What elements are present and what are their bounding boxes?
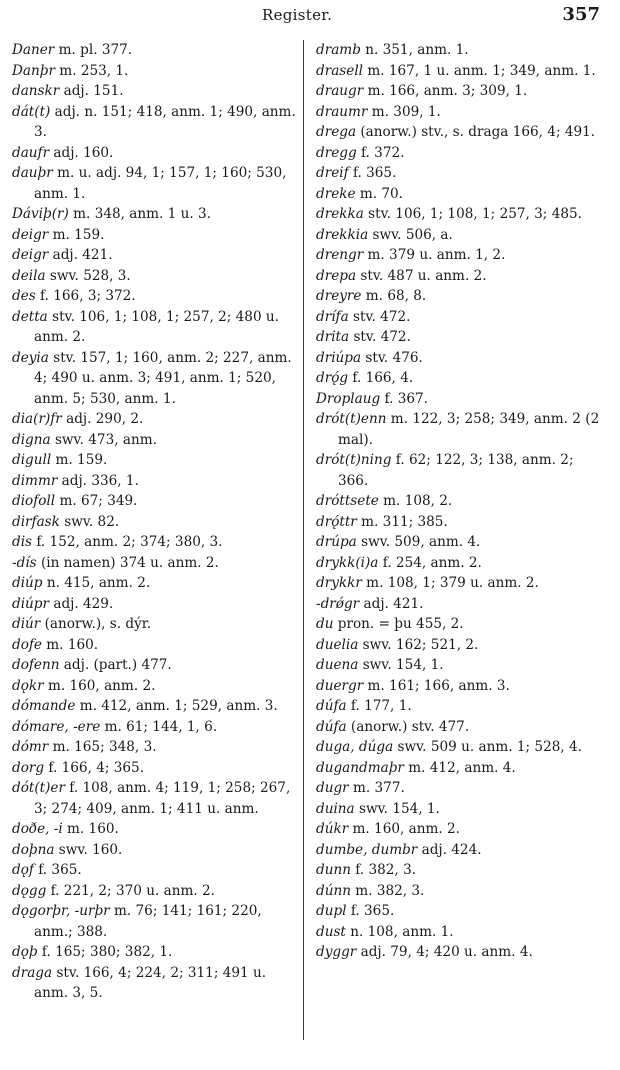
entry-headword: dugr [316,780,349,796]
entry-references: m. 160, anm. 2. [43,677,156,694]
entry-headword: diúp [12,575,43,591]
entry-references: adj. n. 151; 418, anm. 1; 490, anm. 3. [34,103,296,140]
entry-headword: daufr [12,144,50,161]
index-entry [316,594,608,615]
entry-headword: draugr [316,83,364,99]
index-entry [316,655,608,676]
index-entry [316,143,608,164]
entry-headword: drekkia [316,226,369,243]
entry-headword: diúpr [12,595,50,612]
index-entry [12,778,296,819]
index-entry [12,819,296,840]
entry-references: m. 382, 3. [350,882,425,899]
index-entry [12,143,296,164]
entry-headword: duelia [316,636,359,653]
entry-headword: dúnn [316,882,351,899]
entry-headword: drekka [316,206,364,222]
entry-references: stv. 476. [361,349,423,366]
index-entry [316,266,608,287]
entry-headword: dunn [316,862,351,878]
entry-headword: Droplaug [316,390,381,407]
entry-headword: Daner [12,42,55,58]
entry-references: stv. 106, 1; 108, 1; 257, 3; 485. [363,206,582,222]
index-entry [316,409,608,450]
entry-headword: drǫ́g [316,370,349,386]
left-column [12,40,296,1004]
entry-headword: duga, dúga [316,739,394,755]
entry-references: m. 379 u. anm. 1, 2. [363,247,506,263]
entry-headword: dirfask [12,513,60,530]
entry-references: f. 254, anm. 2. [378,554,482,571]
entry-headword: drita [316,329,350,345]
entry-headword: drífa [316,308,349,325]
entry-references: m. u. adj. 94, 1; 157, 1; 160; 530, anm. 1. [34,165,287,202]
entry-headword: duina [316,800,355,817]
index-entry [12,40,296,61]
entry-headword: diofoll [12,493,56,509]
index-entry [12,532,296,553]
entry-headword: drǫ́ttr [316,513,357,530]
entry-headword: Danþr [12,62,55,79]
entry-headword: des [12,288,36,304]
index-entry [12,635,296,656]
index-entry [12,512,296,533]
entry-references: n. 415, anm. 2. [42,575,151,591]
index-entry [12,348,296,410]
entry-references: (anorw.) stv. 477. [346,718,470,735]
index-entry [12,901,296,942]
entry-headword: danskr [12,83,60,99]
entry-headword: dust [316,923,346,940]
entry-references: m. 160. [62,821,119,837]
entry-references: m. 412, anm. 4. [403,759,516,776]
entry-headword: dreke [316,185,356,202]
index-entry [12,655,296,676]
entry-headword: diúr [12,616,41,632]
index-entry [12,450,296,471]
index-entry [12,737,296,758]
entry-headword: dreyre [316,288,362,304]
entry-references: stv. 166, 4; 224, 2; 311; 491 u. anm. 3, 5. [34,964,267,1001]
entry-references: (anorw.) stv., s. draga 166, 4; 491. [356,124,596,140]
entry-references: adj. 290, 2. [61,411,144,427]
entry-headword: dót(t)er [12,780,65,796]
entry-references: m. 377. [348,780,405,796]
index-entry [12,614,296,635]
index-entry [12,758,296,779]
entry-references: f. 165; 380; 382, 1. [37,944,173,960]
entry-headword: drykk(i)a [316,554,379,571]
index-entry [316,163,608,184]
index-entry [12,491,296,512]
index-entry [12,573,296,594]
entry-references: m. 311; 385. [356,513,448,530]
index-entry [12,430,296,451]
entry-references: f. 365. [348,165,397,181]
entry-references: m. 253, 1. [54,62,129,79]
index-entry [316,758,608,779]
index-entry [12,676,296,697]
index-entry [12,696,296,717]
entry-references: m. 165; 348, 3. [48,739,157,755]
entry-headword: doðe, -i [12,821,63,837]
index-entry [12,963,296,1004]
entry-headword: dregg [316,144,357,161]
entry-headword: dimmr [12,472,58,489]
entry-headword: detta [12,308,48,325]
entry-headword: dǫf [12,862,34,878]
entry-headword: doþna [12,841,55,858]
index-entry [12,102,296,143]
entry-headword: -dís [12,554,37,571]
entry-headword: dramb [316,42,361,58]
index-entry [316,307,608,328]
entry-headword: dorg [12,759,45,776]
entry-references: adj. 79, 4; 420 u. anm. 4. [356,944,533,960]
entry-references: m. 70. [355,185,404,202]
index-entry [12,286,296,307]
entry-references: f. 382, 3. [350,862,417,878]
index-entry [12,942,296,963]
index-entry [316,676,608,697]
entry-headword: dróttsete [316,493,379,509]
index-entry [316,553,608,574]
index-entry [316,532,608,553]
entry-headword: duena [316,657,359,673]
entry-references: swv. 509, anm. 4. [356,534,481,550]
entry-headword: drót(t)enn [316,411,387,427]
index-entry [316,327,608,348]
index-entry [316,819,608,840]
entry-references: (anorw.), s. dýr. [40,616,152,632]
index-entry [12,471,296,492]
entry-headword: drepa [316,267,357,284]
index-entry [12,553,296,574]
entry-headword: deyia [12,349,49,366]
entry-headword: dugandmaþr [316,759,404,776]
entry-headword: deigr [12,226,49,243]
index-entry [316,184,608,205]
index-entry [12,61,296,82]
running-title: Register. [262,6,333,24]
entry-references: f. 108, anm. 4; 119, 1; 258; 267, 3; 274; 409, anm. 1; 411 u. anm. [34,780,291,817]
entry-references: adj. 424. [417,841,482,858]
entry-references: m. 348, anm. 1 u. 3. [68,206,212,222]
entry-references: pron. = þu 455, 2. [333,616,464,632]
entry-references: adj. 160. [49,144,114,161]
index-entry [12,163,296,204]
entry-references: m. 76; 141; 161; 220, anm.; 388. [34,903,262,940]
index-entry [316,922,608,943]
index-entry [12,225,296,246]
entry-references: stv. 472. [348,308,411,325]
index-entry [12,81,296,102]
index-entry [316,491,608,512]
entry-references: adj. (part.) 477. [59,657,172,673]
entry-references: n. 108, anm. 1. [345,923,454,940]
index-entry [316,881,608,902]
index-entry [316,942,608,963]
entry-headword: duergr [316,677,364,694]
entry-headword: dreif [316,165,349,181]
index-entry [316,81,608,102]
right-column [316,40,608,963]
index-entry [316,122,608,143]
entry-references: m. 159. [48,226,105,243]
entry-references: stv. 472. [349,329,411,345]
index-entry [12,840,296,861]
entry-headword: dǫkr [12,677,44,694]
index-entry [316,737,608,758]
entry-headword: drega [316,124,357,140]
entry-headword: -drǿgr [316,595,360,612]
index-entry [316,635,608,656]
index-entry [12,594,296,615]
entry-references: m. 122, 3; 258; 349, anm. 2 (2 mal). [338,411,600,448]
entry-headword: draumr [316,103,368,120]
entry-headword: drengr [316,247,364,263]
entry-headword: dǫþ [12,944,38,960]
entry-headword: dúkr [316,821,349,837]
entry-references: n. 351, anm. 1. [360,42,469,58]
index-entry [12,717,296,738]
index-entry [316,368,608,389]
index-entry [12,881,296,902]
index-entry [12,266,296,287]
entry-references: swv. 473, anm. [50,431,157,448]
entry-headword: drasell [316,62,364,79]
entry-headword: dupl [316,903,347,919]
entry-headword: du [316,616,334,632]
entry-references: swv. 154, 1. [354,800,440,817]
index-entry [316,348,608,369]
index-entry [316,840,608,861]
entry-headword: dǫgorþr, -urþr [12,903,110,919]
index-entry [316,225,608,246]
entry-headword: dumbe, dumbr [316,841,418,858]
entry-references: f. 365. [33,862,82,878]
entry-headword: dúfa [316,718,347,735]
entry-references: m. pl. 377. [54,42,133,58]
entry-references: m. 61; 144, 1, 6. [100,718,218,735]
entry-references: f. 166, 4. [348,370,414,386]
entry-references: f. 365. [346,903,395,919]
entry-references: m. 412, anm. 1; 529, anm. 3. [75,698,278,714]
entry-headword: Dáviþ(r) [12,206,69,222]
index-entry [316,512,608,533]
entry-references: m. 161; 166, anm. 3. [363,677,510,694]
entry-headword: dia(r)fr [12,411,62,427]
index-entry [316,778,608,799]
entry-references: m. 108, 2. [378,493,453,509]
index-entry [316,696,608,717]
entry-headword: digna [12,431,51,448]
entry-headword: dómande [12,698,76,714]
index-entry [316,614,608,635]
index-entry [12,860,296,881]
entry-headword: digull [12,452,52,468]
index-entry [12,204,296,225]
entry-references: m. 160, anm. 2. [348,821,461,837]
entry-references: f. 152, anm. 2; 374; 380, 3. [32,534,223,550]
entry-headword: dát(t) [12,103,51,120]
entry-references: stv. 487 u. anm. 2. [356,267,487,284]
entry-references: stv. 157, 1; 160, anm. 2; 227, anm. 4; 490 u. anm. 3; 491, anm. 1; 520, anm. 5; 530, anm. 1. [34,349,292,407]
index-entry [12,245,296,266]
entry-references: swv. 160. [54,841,123,858]
entry-headword: dis [12,534,33,550]
entry-references: m. 159. [51,452,108,468]
entry-references: swv. 506, a. [368,226,453,243]
index-entry [316,573,608,594]
index-entry [316,102,608,123]
index-entry [12,307,296,348]
entry-references: adj. 421. [359,595,424,612]
entry-references: swv. 82. [59,513,120,530]
index-entry [316,204,608,225]
entry-references: adj. 336, 1. [57,472,139,489]
entry-references: f. 62; 122, 3; 138, anm. 2; 366. [338,452,574,489]
entry-references: swv. 509 u. anm. 1; 528, 4. [393,739,582,755]
entry-headword: driúpa [316,349,362,366]
index-entry [316,860,608,881]
entry-references: m. 67; 349. [55,493,138,509]
index-entry [316,389,608,410]
index-entry [316,286,608,307]
entry-headword: dauþr [12,165,53,181]
entry-references: m. 166, anm. 3; 309, 1. [363,83,528,99]
entry-references: swv. 162; 521, 2. [358,636,479,653]
index-entry [316,717,608,738]
entry-references: adj. 429. [49,595,114,612]
page-header [0,4,620,26]
entry-references: f. 372. [356,144,405,161]
entry-headword: dúfa [316,698,347,714]
entry-headword: dyggr [316,944,357,960]
entry-headword: dómare, -ere [12,718,101,735]
entry-headword: deigr [12,247,49,263]
index-entry [316,61,608,82]
entry-references: stv. 106, 1; 108, 1; 257, 2; 480 u. anm. 2. [34,308,280,345]
entry-references: m. 160. [41,636,99,653]
index-entry [316,450,608,491]
index-entry [316,799,608,820]
index-entry [12,409,296,430]
entry-references: m. 167, 1 u. anm. 1; 349, anm. 1. [363,62,596,79]
entry-references: swv. 154, 1. [358,657,444,673]
index-entry [316,245,608,266]
entry-headword: dǫgg [12,882,47,899]
entry-references: f. 367. [380,390,428,407]
entry-references: f. 166, 4; 365. [44,759,145,776]
entry-headword: dómr [12,739,49,755]
entry-headword: dofenn [12,657,60,673]
entry-references: f. 177, 1. [346,698,412,714]
entry-headword: deila [12,267,46,284]
entry-references: adj. 421. [48,247,113,263]
entry-headword: dofe [12,636,42,653]
entry-references: (in namen) 374 u. anm. 2. [36,554,219,571]
entry-references: m. 108, 1; 379 u. anm. 2. [361,575,539,591]
entry-references: m. 309, 1. [367,103,441,120]
index-entry [316,901,608,922]
entry-headword: drykkr [316,575,362,591]
entry-references: f. 166, 3; 372. [35,288,136,304]
entry-references: adj. 151. [59,83,124,99]
entry-references: m. 68, 8. [361,288,427,304]
index-entry [316,40,608,61]
column-divider [303,40,304,1040]
entry-headword: drúpa [316,534,357,550]
entry-headword: draga [12,964,53,981]
page-number: 357 [562,4,600,25]
entry-references: f. 221, 2; 370 u. anm. 2. [46,882,215,899]
entry-headword: drót(t)ning [316,452,392,468]
entry-references: swv. 528, 3. [45,267,131,284]
